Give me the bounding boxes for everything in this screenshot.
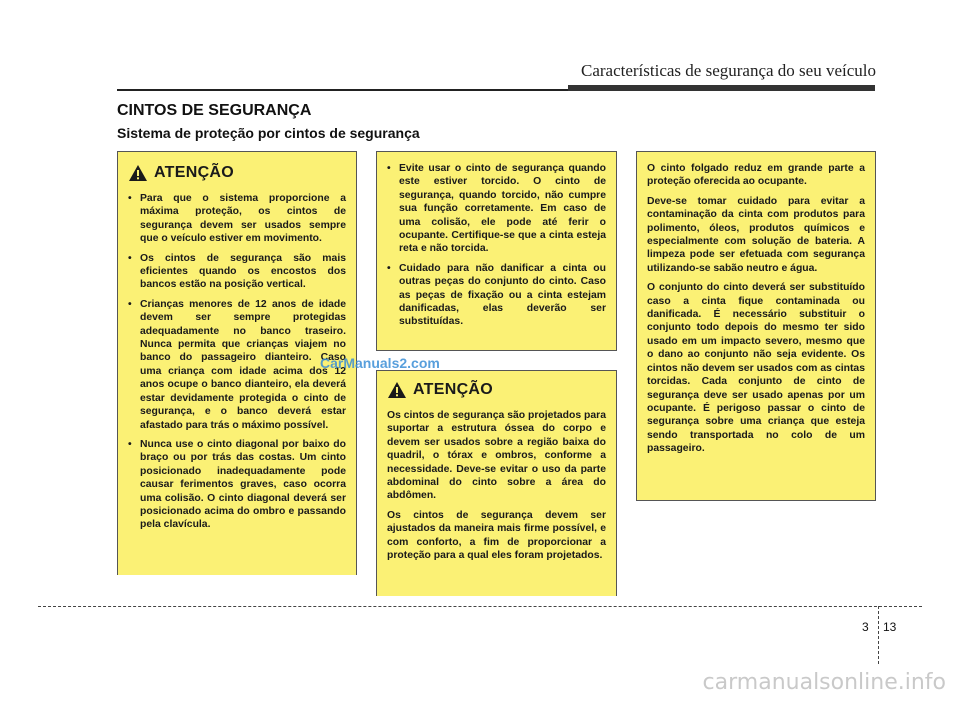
list-item: • Evite usar o cinto de segurança quando este estiver torcido. O cinto de segurança, quando torcido, não cumpre sua função corretamente. Em caso de uma colisão, ele pode até ferir o ocupante. Certifique-se que a cinta esteja reta e não torcida. [387,162,606,256]
footer-divider [878,606,879,664]
warning-box-continued [376,151,617,351]
warning-box-middle [376,370,617,596]
list-item: • Os cintos de segurança são mais eficientes quando os encostos dos bancos estão na posição vertical. [128,252,346,292]
section-subtitle: Sistema de proteção por cintos de segurança [117,125,420,141]
section-title: CINTOS DE SEGURANÇA [117,102,312,119]
warning-triangle-icon [128,164,148,182]
list-item: • Nunca use o cinto diagonal por baixo do braço ou por trás das costas. Um cinto posicionado inadequadamente pode causar ferimentos graves, caso ocorra uma colisão. O cinto diagonal deverá ser posicionado acima do ombro e passando pela clavícula. [128,438,346,532]
paragraph: O conjunto do cinto deverá ser substituído caso a cinta fique contaminada ou danificada. É necessário substituir o conjunto todo depois do mesmo ter sido usado em um impacto severo, mesmo que o dano ao conjunto não seja evidente. Os cintos não devem ser usados com as cintas torcidas. Cada conjunto de cinto de segurança deve ser usado apenas por um ocupante. É perigoso passar o cinto de segurança sobre uma criança que esteja sendo transportada no colo de um passageiro. [647,282,865,455]
warning-list [387,162,606,329]
warning-title: ATENÇÃO [413,381,494,399]
warning-triangle-icon [387,381,407,399]
chapter-number: 3 [862,620,869,634]
header-rule-accent [568,85,875,91]
paragraph: Os cintos de segurança são projetados para suportar a estrutura óssea do corpo e devem ser usados sobre a região baixa do quadril, o tórax e ombros, conforme a necessidade. Deve-se evitar o uso da parte abdominal do cinto sobre a área do abdômen. [387,410,606,502]
site-watermark: carmanualsonline.info [702,670,946,695]
header-title: Características de segurança do seu veículo [580,61,876,80]
paragraph: Os cintos de segurança devem ser ajustados da maneira mais firme possível, e com conforto, a fim de proporcionar a proteção para a qual eles foram projetados. [387,509,606,562]
warning-heading [128,164,346,182]
warning-heading [387,381,606,399]
page-number: 13 [883,620,897,634]
paragraph: Deve-se tomar cuidado para evitar a contaminação da cinta com produtos para polimento, óleos, produtos químicos e especialmente com solução de bateria. A limpeza pode ser efetuada com segurança utilizando-se sabão neutro e água. [647,195,865,274]
warning-title: ATENÇÃO [154,164,235,182]
watermark-link[interactable]: CarManuals2.com [320,355,440,371]
list-item: • Para que o sistema proporcione a máxima proteção, os cintos de segurança devem ser usados sempre que o veículo estiver em movimento. [128,192,346,246]
footer-rule [38,606,922,607]
paragraph: O cinto folgado reduz em grande parte a proteção oferecida ao ocupante. [647,163,865,188]
info-box-right [636,151,876,501]
warning-list [128,192,346,532]
list-item: • Crianças menores de 12 anos de idade devem ser sempre protegidas adequadamente no banco traseiro. Nunca permita que crianças viajem no banco do passageiro dianteiro. Caso uma criança com idade acima dos 12 anos ocupe o banco dianteiro, ela deverá estar devidamente protegida o cinto de segurança, e o banco deverá estar afastado para trás o máximo possível. [128,298,346,432]
list-item: • Cuidado para não danificar a cinta ou outras peças do conjunto do cinto. Caso as peças de fixação ou a cinta estejam danificadas, elas deverão ser substituídas. [387,262,606,329]
